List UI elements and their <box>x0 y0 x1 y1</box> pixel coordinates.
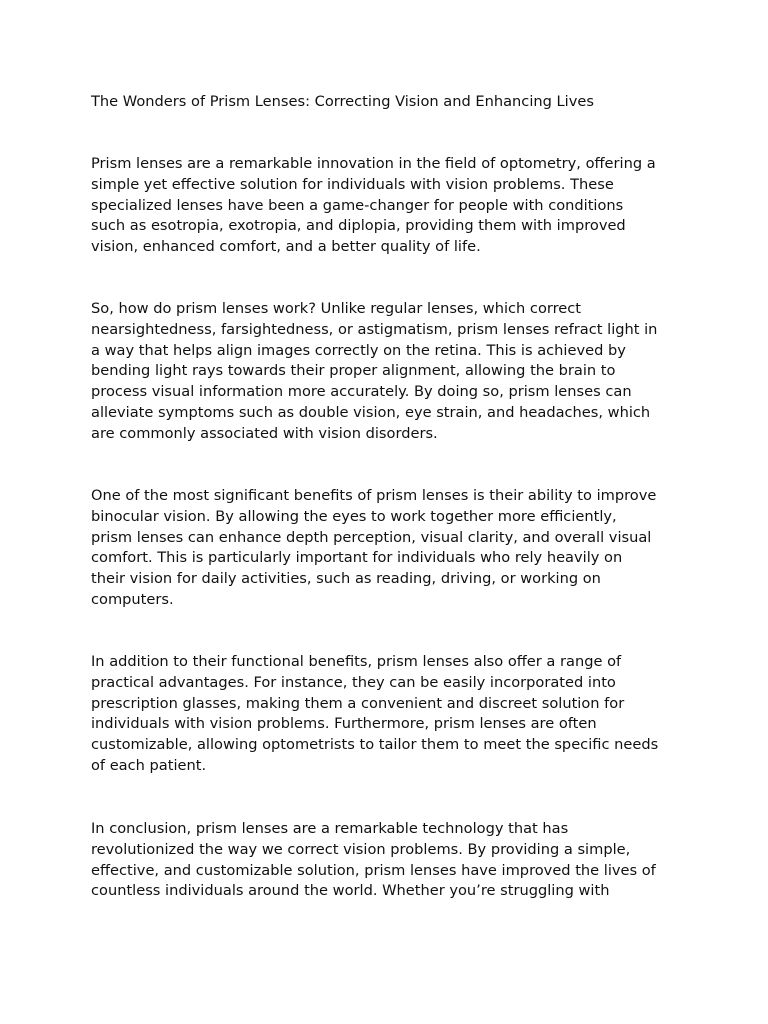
paragraph-line: their vision for daily activities, such as reading, driving, or working on <box>91 570 601 588</box>
paragraph-line: In conclusion, prism lenses are a remarkable technology that has <box>91 820 569 837</box>
paragraph-line: prism lenses can enhance depth perception, visual clarity, and overall visual <box>91 528 652 546</box>
paragraph-line: customizable, allowing optometrists to tailor them to meet the specific needs <box>91 736 659 754</box>
paragraph-line: So, how do prism lenses work? Unlike regular lenses, which correct <box>91 300 582 317</box>
paragraph-line: binocular vision. By allowing the eyes to work together more efficiently, <box>91 507 617 525</box>
document-title <box>91 92 691 113</box>
paragraph-line: of each patient. <box>91 756 207 774</box>
paragraph-line: In addition to their functional benefits, prism lenses also offer a range of <box>91 653 622 670</box>
paragraph-line: specialized lenses have been a game-changer for people with conditions <box>91 196 624 214</box>
paragraph-introduction <box>91 154 691 258</box>
paragraph-line: nearsightedness, farsightedness, or astigmatism, prism lenses refract light in <box>91 320 658 338</box>
paragraph-line: computers. <box>91 590 174 608</box>
paragraph-line: revolutionized the way we correct vision problems. By providing a simple, <box>91 840 631 858</box>
paragraph-line: individuals with vision problems. Furthermore, prism lenses are often <box>91 715 597 733</box>
paragraph-line: simple yet effective solution for individuals with vision problems. These <box>91 175 614 193</box>
paragraph-line: effective, and customizable solution, prism lenses have improved the lives of <box>91 861 656 879</box>
paragraph-line: are commonly associated with vision disorders. <box>91 424 438 442</box>
paragraph-line: alleviate symptoms such as double vision, eye strain, and headaches, which <box>91 403 651 421</box>
paragraph-line: bending light rays towards their proper alignment, allowing the brain to <box>91 362 616 380</box>
paragraph-line: practical advantages. For instance, they can be easily incorporated into <box>91 673 616 691</box>
paragraph-line: prescription glasses, making them a convenient and discreet solution for <box>91 694 625 712</box>
paragraph-benefits <box>91 486 691 611</box>
paragraph-line: a way that helps align images correctly on the retina. This is achieved by <box>91 341 626 359</box>
paragraph-line: vision, enhanced comfort, and a better quality of life. <box>91 238 481 256</box>
paragraph-how-it-works <box>91 299 691 445</box>
paragraph-conclusion <box>91 819 691 902</box>
paragraph-line: One of the most significant benefits of prism lenses is their ability to improve <box>91 487 657 504</box>
paragraph-line: Prism lenses are a remarkable innovation in the field of optometry, offering a <box>91 155 656 172</box>
paragraph-practical-advantages <box>91 652 691 777</box>
paragraph-line: comfort. This is particularly important for individuals who rely heavily on <box>91 549 623 567</box>
paragraph-line: countless individuals around the world. Whether you’re struggling with <box>91 882 610 900</box>
paragraph-line: process visual information more accurately. By doing so, prism lenses can <box>91 383 632 401</box>
title-line: The Wonders of Prism Lenses: Correcting Vision and Enhancing Lives <box>91 93 594 110</box>
paragraph-line: such as esotropia, exotropia, and diplopia, providing them with improved <box>91 217 626 235</box>
